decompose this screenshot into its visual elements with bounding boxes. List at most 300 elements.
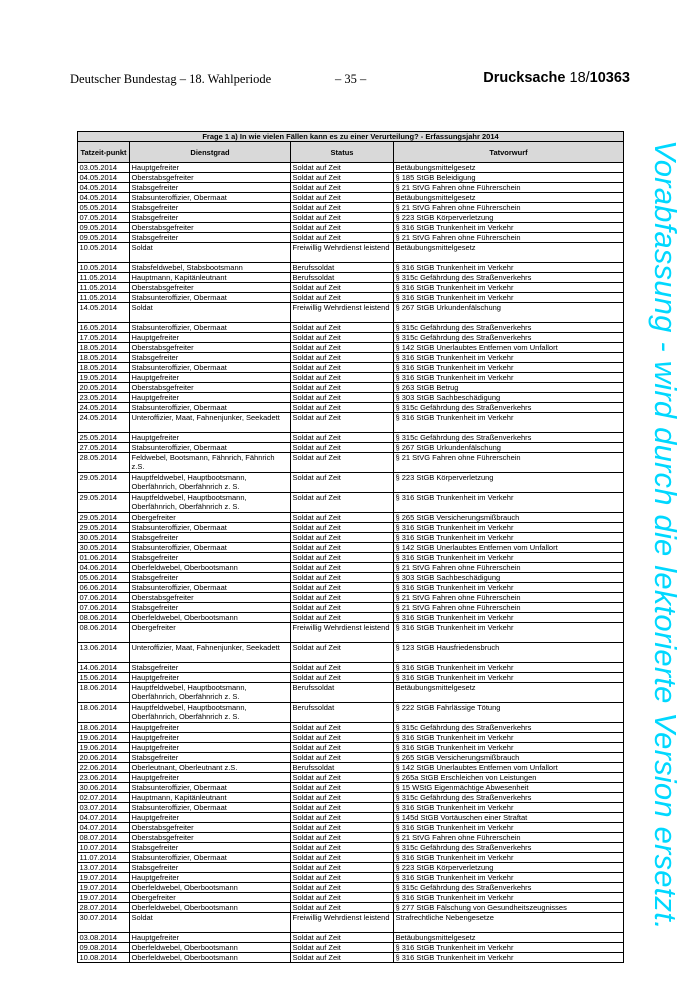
cell-date: 23.06.2014 bbox=[78, 773, 130, 783]
cell-offense: Betäubungsmittelgesetz bbox=[394, 933, 624, 943]
table-row bbox=[78, 553, 624, 563]
cell-rank: Oberfeldwebel, Oberbootsmann bbox=[130, 953, 291, 963]
cell-offense: § 316 StGB Trunkenheit im Verkehr bbox=[394, 733, 624, 743]
cell-date: 19.07.2014 bbox=[78, 893, 130, 903]
table-row bbox=[78, 443, 624, 453]
cell-rank: Obergefreiter bbox=[130, 893, 291, 903]
table-row bbox=[78, 783, 624, 793]
table-row bbox=[78, 563, 624, 573]
table-row bbox=[78, 943, 624, 953]
table-row bbox=[78, 843, 624, 853]
cell-date: 18.05.2014 bbox=[78, 363, 130, 373]
cell-status: Soldat auf Zeit bbox=[291, 863, 394, 873]
cell-status: Soldat auf Zeit bbox=[291, 323, 394, 333]
cell-date: 29.05.2014 bbox=[78, 473, 130, 493]
cell-date: 14.05.2014 bbox=[78, 303, 130, 323]
cell-status: Freiwillig Wehrdienst leistend bbox=[291, 243, 394, 263]
cell-rank: Stabsgefreiter bbox=[130, 353, 291, 363]
cell-rank: Soldat bbox=[130, 243, 291, 263]
cell-offense: § 303 StGB Sachbeschädigung bbox=[394, 393, 624, 403]
watermark-notice: Vorabfassung - wird durch die lektorierte Version ersetzt. bbox=[648, 140, 683, 930]
cell-offense: § 223 StGB Körperverletzung bbox=[394, 473, 624, 493]
cell-status: Soldat auf Zeit bbox=[291, 953, 394, 963]
cell-rank: Oberstabsgefreiter bbox=[130, 283, 291, 293]
cell-rank: Soldat bbox=[130, 913, 291, 933]
table-row bbox=[78, 223, 624, 233]
cell-status: Soldat auf Zeit bbox=[291, 743, 394, 753]
cell-status: Soldat auf Zeit bbox=[291, 643, 394, 663]
cell-rank: Stabsunteroffizier, Obermaat bbox=[130, 443, 291, 453]
cell-offense: § 21 StVG Fahren ohne Führerschein bbox=[394, 453, 624, 473]
cell-rank: Stabsunteroffizier, Obermaat bbox=[130, 403, 291, 413]
cell-offense: § 185 StGB Beleidigung bbox=[394, 173, 624, 183]
cell-date: 24.05.2014 bbox=[78, 413, 130, 433]
cell-date: 30.07.2014 bbox=[78, 913, 130, 933]
cell-offense: § 145d StGB Vortäuschen einer Straftat bbox=[394, 813, 624, 823]
cell-status: Soldat auf Zeit bbox=[291, 753, 394, 763]
cell-rank: Stabsunteroffizier, Obermaat bbox=[130, 193, 291, 203]
table-row bbox=[78, 413, 624, 433]
cell-offense: § 316 StGB Trunkenheit im Verkehr bbox=[394, 553, 624, 563]
column-header-tatzeitpunkt: Tatzeit-punkt bbox=[78, 142, 130, 163]
cell-rank: Hauptfeldwebel, Hauptbootsmann, Oberfähnrich, Oberfähnrich z. S. bbox=[130, 683, 291, 703]
cell-date: 05.06.2014 bbox=[78, 573, 130, 583]
cell-status: Berufssoldat bbox=[291, 263, 394, 273]
table-row bbox=[78, 703, 624, 723]
table-row bbox=[78, 193, 624, 203]
cell-status: Soldat auf Zeit bbox=[291, 443, 394, 453]
table-row bbox=[78, 303, 624, 323]
table-row bbox=[78, 883, 624, 893]
table-row bbox=[78, 763, 624, 773]
cell-offense: § 316 StGB Trunkenheit im Verkehr bbox=[394, 623, 624, 643]
cell-offense: § 316 StGB Trunkenheit im Verkehr bbox=[394, 743, 624, 753]
table-row bbox=[78, 793, 624, 803]
cell-offense: § 21 StVG Fahren ohne Führerschein bbox=[394, 563, 624, 573]
table-row bbox=[78, 493, 624, 513]
cell-rank: Stabsgefreiter bbox=[130, 753, 291, 763]
page-header bbox=[70, 70, 630, 90]
cell-status: Soldat auf Zeit bbox=[291, 283, 394, 293]
cell-status: Soldat auf Zeit bbox=[291, 573, 394, 583]
cell-date: 28.07.2014 bbox=[78, 903, 130, 913]
cell-offense: § 316 StGB Trunkenheit im Verkehr bbox=[394, 663, 624, 673]
cell-date: 13.06.2014 bbox=[78, 643, 130, 663]
cell-rank: Obergefreiter bbox=[130, 623, 291, 643]
cell-offense: § 316 StGB Trunkenheit im Verkehr bbox=[394, 953, 624, 963]
cell-rank: Stabsfeldwebel, Stabsbootsmann bbox=[130, 263, 291, 273]
cell-status: Berufssoldat bbox=[291, 273, 394, 283]
cell-date: 29.05.2014 bbox=[78, 523, 130, 533]
cell-offense: § 316 StGB Trunkenheit im Verkehr bbox=[394, 873, 624, 883]
cell-rank: Hauptgefreiter bbox=[130, 813, 291, 823]
cell-status: Soldat auf Zeit bbox=[291, 803, 394, 813]
cell-rank: Stabsunteroffizier, Obermaat bbox=[130, 583, 291, 593]
cell-offense: § 303 StGB Sachbeschädigung bbox=[394, 573, 624, 583]
cell-offense: § 267 StGB Urkundenfälschung bbox=[394, 303, 624, 323]
cell-rank: Oberfeldwebel, Oberbootsmann bbox=[130, 903, 291, 913]
cell-date: 19.07.2014 bbox=[78, 883, 130, 893]
table-row bbox=[78, 513, 624, 523]
table-title: Frage 1 a) In wie vielen Fällen kann es zu einer Verurteilung? - Erfassungsjahr 2014 bbox=[78, 132, 624, 142]
cell-status: Soldat auf Zeit bbox=[291, 783, 394, 793]
cell-rank: Hauptgefreiter bbox=[130, 933, 291, 943]
cell-offense: § 316 StGB Trunkenheit im Verkehr bbox=[394, 263, 624, 273]
cell-date: 23.05.2014 bbox=[78, 393, 130, 403]
cell-status: Soldat auf Zeit bbox=[291, 413, 394, 433]
table-row bbox=[78, 323, 624, 333]
cell-rank: Stabsunteroffizier, Obermaat bbox=[130, 323, 291, 333]
cell-date: 04.05.2014 bbox=[78, 183, 130, 193]
cell-rank: Stabsgefreiter bbox=[130, 553, 291, 563]
table-row bbox=[78, 453, 624, 473]
cell-offense: § 316 StGB Trunkenheit im Verkehr bbox=[394, 223, 624, 233]
table-row bbox=[78, 683, 624, 703]
cell-date: 04.05.2014 bbox=[78, 173, 130, 183]
cell-rank: Stabsgefreiter bbox=[130, 603, 291, 613]
table-row bbox=[78, 403, 624, 413]
table-row bbox=[78, 593, 624, 603]
cell-date: 10.05.2014 bbox=[78, 263, 130, 273]
cell-date: 03.08.2014 bbox=[78, 933, 130, 943]
cell-status: Soldat auf Zeit bbox=[291, 163, 394, 173]
table-row bbox=[78, 603, 624, 613]
cell-status: Berufssoldat bbox=[291, 683, 394, 703]
table-row bbox=[78, 673, 624, 683]
cell-status: Freiwillig Wehrdienst leistend bbox=[291, 623, 394, 643]
cell-status: Soldat auf Zeit bbox=[291, 333, 394, 343]
cell-date: 16.05.2014 bbox=[78, 323, 130, 333]
cell-offense: § 265 StGB Versicherungsmißbrauch bbox=[394, 753, 624, 763]
cell-date: 27.05.2014 bbox=[78, 443, 130, 453]
cell-offense: § 316 StGB Trunkenheit im Verkehr bbox=[394, 523, 624, 533]
cell-status: Soldat auf Zeit bbox=[291, 353, 394, 363]
cell-offense: § 142 StGB Unerlaubtes Entfernen vom Unfallort bbox=[394, 543, 624, 553]
cell-rank: Stabsunteroffizier, Obermaat bbox=[130, 543, 291, 553]
cell-rank: Obergefreiter bbox=[130, 513, 291, 523]
cell-rank: Feldwebel, Bootsmann, Fähnrich, Fähnrich z.S. bbox=[130, 453, 291, 473]
cell-date: 04.05.2014 bbox=[78, 193, 130, 203]
cell-date: 30.05.2014 bbox=[78, 533, 130, 543]
cell-date: 19.07.2014 bbox=[78, 873, 130, 883]
cell-offense: § 277 StGB Fälschung von Gesundheitszeugnisses bbox=[394, 903, 624, 913]
cell-rank: Stabsunteroffizier, Obermaat bbox=[130, 853, 291, 863]
table-row bbox=[78, 623, 624, 643]
cell-status: Soldat auf Zeit bbox=[291, 603, 394, 613]
column-header-tatvorwurf: Tatvorwurf bbox=[394, 142, 624, 163]
cell-date: 30.05.2014 bbox=[78, 543, 130, 553]
cell-status: Soldat auf Zeit bbox=[291, 933, 394, 943]
cell-date: 18.06.2014 bbox=[78, 703, 130, 723]
cell-rank: Hauptgefreiter bbox=[130, 673, 291, 683]
cell-date: 06.06.2014 bbox=[78, 583, 130, 593]
cell-rank: Stabsgefreiter bbox=[130, 233, 291, 243]
cell-offense: Betäubungsmittelgesetz bbox=[394, 163, 624, 173]
cell-rank: Hauptmann, Kapitänleutnant bbox=[130, 273, 291, 283]
cell-offense: § 223 StGB Körperverletzung bbox=[394, 863, 624, 873]
cell-status: Soldat auf Zeit bbox=[291, 293, 394, 303]
cell-rank: Stabsunteroffizier, Obermaat bbox=[130, 803, 291, 813]
cell-date: 18.05.2014 bbox=[78, 353, 130, 363]
cell-date: 25.05.2014 bbox=[78, 433, 130, 443]
cell-offense: § 265 StGB Versicherungsmißbrauch bbox=[394, 513, 624, 523]
cell-date: 19.05.2014 bbox=[78, 373, 130, 383]
cell-rank: Unteroffizier, Maat, Fahnenjunker, Seekadett bbox=[130, 643, 291, 663]
cell-date: 28.05.2014 bbox=[78, 453, 130, 473]
cell-date: 07.06.2014 bbox=[78, 603, 130, 613]
cell-offense: § 316 StGB Trunkenheit im Verkehr bbox=[394, 823, 624, 833]
cell-date: 03.07.2014 bbox=[78, 803, 130, 813]
cell-offense: § 316 StGB Trunkenheit im Verkehr bbox=[394, 943, 624, 953]
cell-status: Soldat auf Zeit bbox=[291, 343, 394, 353]
cell-status: Soldat auf Zeit bbox=[291, 553, 394, 563]
cell-date: 20.05.2014 bbox=[78, 383, 130, 393]
table-row bbox=[78, 203, 624, 213]
cell-rank: Stabsunteroffizier, Obermaat bbox=[130, 293, 291, 303]
cell-status: Soldat auf Zeit bbox=[291, 373, 394, 383]
cell-offense: § 316 StGB Trunkenheit im Verkehr bbox=[394, 533, 624, 543]
cell-offense: § 142 StGB Unerlaubtes Entfernen vom Unfallort bbox=[394, 343, 624, 353]
table-row bbox=[78, 183, 624, 193]
cell-status: Berufssoldat bbox=[291, 703, 394, 723]
cell-status: Soldat auf Zeit bbox=[291, 723, 394, 733]
cell-offense: § 142 StGB Unerlaubtes Entfernen vom Unfallort bbox=[394, 763, 624, 773]
cell-rank: Soldat bbox=[130, 303, 291, 323]
cell-date: 20.06.2014 bbox=[78, 753, 130, 763]
cell-status: Soldat auf Zeit bbox=[291, 773, 394, 783]
cell-status: Freiwillig Wehrdienst leistend bbox=[291, 913, 394, 933]
cell-status: Soldat auf Zeit bbox=[291, 563, 394, 573]
table-row bbox=[78, 273, 624, 283]
cell-date: 07.06.2014 bbox=[78, 593, 130, 603]
cell-date: 08.06.2014 bbox=[78, 623, 130, 643]
cell-status: Soldat auf Zeit bbox=[291, 893, 394, 903]
cell-rank: Oberstabsgefreiter bbox=[130, 593, 291, 603]
table-row bbox=[78, 353, 624, 363]
table-row bbox=[78, 243, 624, 263]
cell-date: 17.05.2014 bbox=[78, 333, 130, 343]
cell-date: 10.08.2014 bbox=[78, 953, 130, 963]
cell-rank: Hauptmann, Kapitänleutnant bbox=[130, 793, 291, 803]
table-row bbox=[78, 863, 624, 873]
cell-date: 19.06.2014 bbox=[78, 743, 130, 753]
cell-status: Soldat auf Zeit bbox=[291, 663, 394, 673]
table-row bbox=[78, 363, 624, 373]
cell-offense: § 267 StGB Urkundenfälschung bbox=[394, 443, 624, 453]
cell-offense: § 315c Gefährdung des Straßenverkehrs bbox=[394, 273, 624, 283]
cell-date: 10.05.2014 bbox=[78, 243, 130, 263]
cell-status: Soldat auf Zeit bbox=[291, 883, 394, 893]
cell-status: Soldat auf Zeit bbox=[291, 613, 394, 623]
cell-date: 10.07.2014 bbox=[78, 843, 130, 853]
cell-rank: Stabsgefreiter bbox=[130, 203, 291, 213]
cell-rank: Hauptgefreiter bbox=[130, 333, 291, 343]
cell-status: Soldat auf Zeit bbox=[291, 943, 394, 953]
cell-status: Soldat auf Zeit bbox=[291, 473, 394, 493]
cell-status: Soldat auf Zeit bbox=[291, 533, 394, 543]
cell-date: 11.05.2014 bbox=[78, 273, 130, 283]
cell-date: 14.06.2014 bbox=[78, 663, 130, 673]
cell-status: Soldat auf Zeit bbox=[291, 793, 394, 803]
cell-rank: Stabsgefreiter bbox=[130, 663, 291, 673]
cell-status: Soldat auf Zeit bbox=[291, 363, 394, 373]
cell-rank: Oberfeldwebel, Oberbootsmann bbox=[130, 613, 291, 623]
cell-offense: § 15 WStG Eigenmächtige Abwesenheit bbox=[394, 783, 624, 793]
cell-offense: § 315c Gefährdung des Straßenverkehrs bbox=[394, 403, 624, 413]
cell-offense: § 316 StGB Trunkenheit im Verkehr bbox=[394, 493, 624, 513]
table-row bbox=[78, 643, 624, 663]
cell-status: Soldat auf Zeit bbox=[291, 393, 394, 403]
cell-status: Freiwillig Wehrdienst leistend bbox=[291, 303, 394, 323]
table-row bbox=[78, 903, 624, 913]
offense-table bbox=[77, 131, 624, 963]
cell-offense: § 315c Gefährdung des Straßenverkehrs bbox=[394, 333, 624, 343]
cell-date: 05.05.2014 bbox=[78, 203, 130, 213]
table-row bbox=[78, 293, 624, 303]
column-header-status: Status bbox=[291, 142, 394, 163]
cell-status: Soldat auf Zeit bbox=[291, 593, 394, 603]
cell-offense: § 315c Gefährdung des Straßenverkehrs bbox=[394, 323, 624, 333]
cell-rank: Oberstabsgefreiter bbox=[130, 833, 291, 843]
cell-rank: Hauptgefreiter bbox=[130, 433, 291, 443]
cell-rank: Hauptgefreiter bbox=[130, 773, 291, 783]
cell-rank: Oberfeldwebel, Oberbootsmann bbox=[130, 943, 291, 953]
table-row bbox=[78, 773, 624, 783]
cell-rank: Stabsgefreiter bbox=[130, 533, 291, 543]
table-body bbox=[78, 163, 624, 963]
cell-rank: Hauptfeldwebel, Hauptbootsmann, Oberfähnrich, Oberfähnrich z. S. bbox=[130, 493, 291, 513]
cell-offense: § 223 StGB Körperverletzung bbox=[394, 213, 624, 223]
cell-status: Soldat auf Zeit bbox=[291, 233, 394, 243]
table-row bbox=[78, 533, 624, 543]
cell-offense: § 316 StGB Trunkenheit im Verkehr bbox=[394, 613, 624, 623]
cell-rank: Hauptgefreiter bbox=[130, 373, 291, 383]
cell-rank: Oberfeldwebel, Oberbootsmann bbox=[130, 883, 291, 893]
cell-rank: Stabsunteroffizier, Obermaat bbox=[130, 783, 291, 793]
cell-status: Soldat auf Zeit bbox=[291, 583, 394, 593]
table-row bbox=[78, 263, 624, 273]
cell-status: Soldat auf Zeit bbox=[291, 223, 394, 233]
cell-rank: Hauptgefreiter bbox=[130, 733, 291, 743]
cell-offense: Betäubungsmittelgesetz bbox=[394, 193, 624, 203]
table-row bbox=[78, 163, 624, 173]
cell-date: 18.05.2014 bbox=[78, 343, 130, 353]
cell-offense: § 316 StGB Trunkenheit im Verkehr bbox=[394, 893, 624, 903]
cell-offense: § 315c Gefährdung des Straßenverkehrs bbox=[394, 793, 624, 803]
table-row bbox=[78, 853, 624, 863]
cell-offense: § 222 StGB Fahrlässige Tötung bbox=[394, 703, 624, 723]
table-row bbox=[78, 743, 624, 753]
cell-offense: § 21 StVG Fahren ohne Führerschein bbox=[394, 593, 624, 603]
table-row bbox=[78, 383, 624, 393]
cell-status: Soldat auf Zeit bbox=[291, 183, 394, 193]
cell-status: Soldat auf Zeit bbox=[291, 383, 394, 393]
cell-status: Soldat auf Zeit bbox=[291, 433, 394, 443]
cell-date: 03.05.2014 bbox=[78, 163, 130, 173]
cell-date: 29.05.2014 bbox=[78, 513, 130, 523]
cell-offense: § 263 StGB Betrug bbox=[394, 383, 624, 393]
cell-rank: Oberstabsgefreiter bbox=[130, 343, 291, 353]
cell-status: Soldat auf Zeit bbox=[291, 543, 394, 553]
cell-status: Berufssoldat bbox=[291, 763, 394, 773]
cell-offense: § 123 StGB Hausfriedensbruch bbox=[394, 643, 624, 663]
cell-status: Soldat auf Zeit bbox=[291, 193, 394, 203]
cell-status: Soldat auf Zeit bbox=[291, 403, 394, 413]
table-row bbox=[78, 933, 624, 943]
cell-rank: Stabsunteroffizier, Obermaat bbox=[130, 523, 291, 533]
table-row bbox=[78, 583, 624, 593]
table-row bbox=[78, 913, 624, 933]
cell-offense: § 21 StVG Fahren ohne Führerschein bbox=[394, 203, 624, 213]
table-row bbox=[78, 723, 624, 733]
cell-status: Soldat auf Zeit bbox=[291, 903, 394, 913]
table-row bbox=[78, 473, 624, 493]
cell-offense: § 316 StGB Trunkenheit im Verkehr bbox=[394, 583, 624, 593]
cell-rank: Unteroffizier, Maat, Fahnenjunker, Seekadett bbox=[130, 413, 291, 433]
cell-date: 01.06.2014 bbox=[78, 553, 130, 563]
cell-offense: § 315c Gefährdung des Straßenverkehrs bbox=[394, 723, 624, 733]
cell-offense: § 316 StGB Trunkenheit im Verkehr bbox=[394, 373, 624, 383]
cell-rank: Oberfeldwebel, Oberbootsmann bbox=[130, 563, 291, 573]
cell-offense: § 21 StVG Fahren ohne Führerschein bbox=[394, 603, 624, 613]
cell-status: Soldat auf Zeit bbox=[291, 833, 394, 843]
table-row bbox=[78, 573, 624, 583]
cell-offense: § 316 StGB Trunkenheit im Verkehr bbox=[394, 363, 624, 373]
cell-offense: § 316 StGB Trunkenheit im Verkehr bbox=[394, 853, 624, 863]
cell-date: 11.05.2014 bbox=[78, 293, 130, 303]
table-row bbox=[78, 283, 624, 293]
cell-status: Soldat auf Zeit bbox=[291, 853, 394, 863]
cell-status: Soldat auf Zeit bbox=[291, 513, 394, 523]
cell-rank: Stabsgefreiter bbox=[130, 843, 291, 853]
cell-status: Soldat auf Zeit bbox=[291, 843, 394, 853]
cell-rank: Oberstabsgefreiter bbox=[130, 173, 291, 183]
cell-rank: Stabsgefreiter bbox=[130, 183, 291, 193]
table-row bbox=[78, 823, 624, 833]
cell-rank: Hauptfeldwebel, Hauptbootsmann, Oberfähnrich, Oberfähnrich z. S. bbox=[130, 473, 291, 493]
cell-status: Soldat auf Zeit bbox=[291, 673, 394, 683]
table-row bbox=[78, 663, 624, 673]
table-row bbox=[78, 803, 624, 813]
cell-offense: § 315c Gefährdung des Straßenverkehrs bbox=[394, 883, 624, 893]
table-row bbox=[78, 543, 624, 553]
table-row bbox=[78, 893, 624, 903]
document-number bbox=[483, 70, 630, 86]
column-header-dienstgrad: Dienstgrad bbox=[130, 142, 291, 163]
table-row bbox=[78, 953, 624, 963]
table-row bbox=[78, 833, 624, 843]
cell-rank: Hauptgefreiter bbox=[130, 743, 291, 753]
cell-date: 15.06.2014 bbox=[78, 673, 130, 683]
cell-status: Soldat auf Zeit bbox=[291, 813, 394, 823]
cell-rank: Oberstabsgefreiter bbox=[130, 383, 291, 393]
cell-rank: Stabsgefreiter bbox=[130, 863, 291, 873]
cell-offense: § 315c Gefährdung des Straßenverkehrs bbox=[394, 843, 624, 853]
table-row bbox=[78, 613, 624, 623]
cell-offense: § 316 StGB Trunkenheit im Verkehr bbox=[394, 803, 624, 813]
cell-date: 02.07.2014 bbox=[78, 793, 130, 803]
cell-rank: Oberstabsgefreiter bbox=[130, 223, 291, 233]
table-row bbox=[78, 213, 624, 223]
cell-rank: Stabsunteroffizier, Obermaat bbox=[130, 363, 291, 373]
cell-date: 22.06.2014 bbox=[78, 763, 130, 773]
cell-rank: Hauptfeldwebel, Hauptbootsmann, Oberfähnrich, Oberfähnrich z. S. bbox=[130, 703, 291, 723]
table-row bbox=[78, 753, 624, 763]
cell-date: 08.06.2014 bbox=[78, 613, 130, 623]
table-row bbox=[78, 343, 624, 353]
cell-offense: § 21 StVG Fahren ohne Führerschein bbox=[394, 833, 624, 843]
cell-status: Soldat auf Zeit bbox=[291, 733, 394, 743]
